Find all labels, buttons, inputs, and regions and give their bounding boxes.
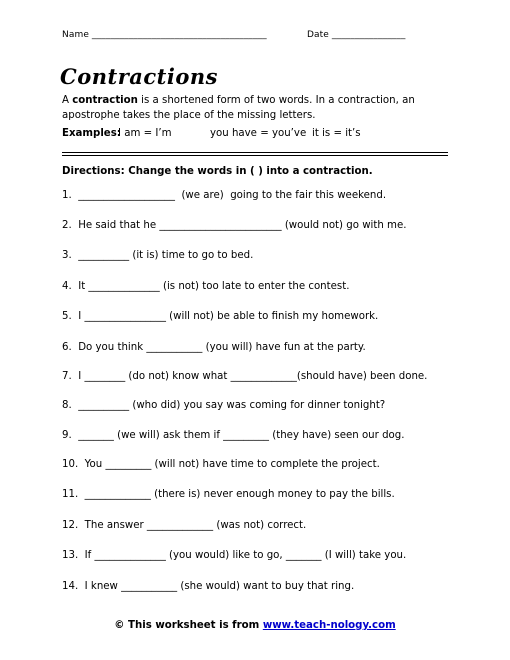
exercise-item: 11. _____________ (there is) never enough money to pay the bills. — [62, 489, 395, 500]
exercise-item: 8. __________ (who did) you say was coming for dinner tonight? — [62, 400, 386, 411]
intro-before: A — [62, 95, 73, 106]
intro-paragraph — [62, 93, 462, 123]
exercise-item: 4. It ______________ (is not) too late to enter the contest. — [62, 281, 350, 292]
example-item: I am = I’m — [118, 128, 172, 139]
exercise-item: 7. I ________ (do not) know what _____________(should have) been done. — [62, 371, 428, 382]
exercise-item: 5. I ________________ (will not) be able to finish my homework. — [62, 311, 379, 322]
footer-text: © This worksheet is from — [114, 620, 263, 631]
footer-link[interactable]: www.teach-nology.com — [262, 620, 396, 631]
divider-line — [62, 152, 448, 153]
name-field: Name ______________________________________ — [62, 30, 267, 40]
footer — [0, 620, 510, 631]
examples-line — [62, 128, 361, 139]
directions: Directions: Change the words in ( ) into a contraction. — [62, 166, 373, 177]
exercise-item: 13. If ______________ (you would) like to go, _______ (I will) take you. — [62, 550, 407, 561]
intro-term: contraction — [72, 95, 138, 106]
exercise-item: 14. I knew ___________ (she would) want to buy that ring. — [62, 581, 355, 592]
date-field: Date ________________ — [307, 30, 406, 40]
page-title: Contractions — [60, 64, 218, 89]
exercise-item: 6. Do you think ___________ (you will) have fun at the party. — [62, 342, 366, 353]
examples-label: Examples: — [62, 128, 121, 139]
exercise-item: 10. You _________ (will not) have time to complete the project. — [62, 459, 380, 470]
exercise-item: 9. _______ (we will) ask them if _________ (they have) seen our dog. — [62, 430, 405, 441]
exercise-item: 1. ___________________ (we are) going to the fair this weekend. — [62, 190, 387, 201]
exercise-item: 2. He said that he ________________________ (would not) go with me. — [62, 220, 407, 231]
exercise-item: 12. The answer _____________ (was not) correct. — [62, 520, 307, 531]
header — [62, 30, 406, 40]
intro-after: is a shortened form of two words. In a contraction, an apostrophe takes the place of the missing letters. — [62, 95, 415, 121]
example-item: you have = you’ve — [210, 128, 307, 139]
example-item: it is = it’s — [312, 128, 361, 139]
exercise-item: 3. __________ (it is) time to go to bed. — [62, 250, 254, 261]
divider-line — [62, 155, 448, 156]
